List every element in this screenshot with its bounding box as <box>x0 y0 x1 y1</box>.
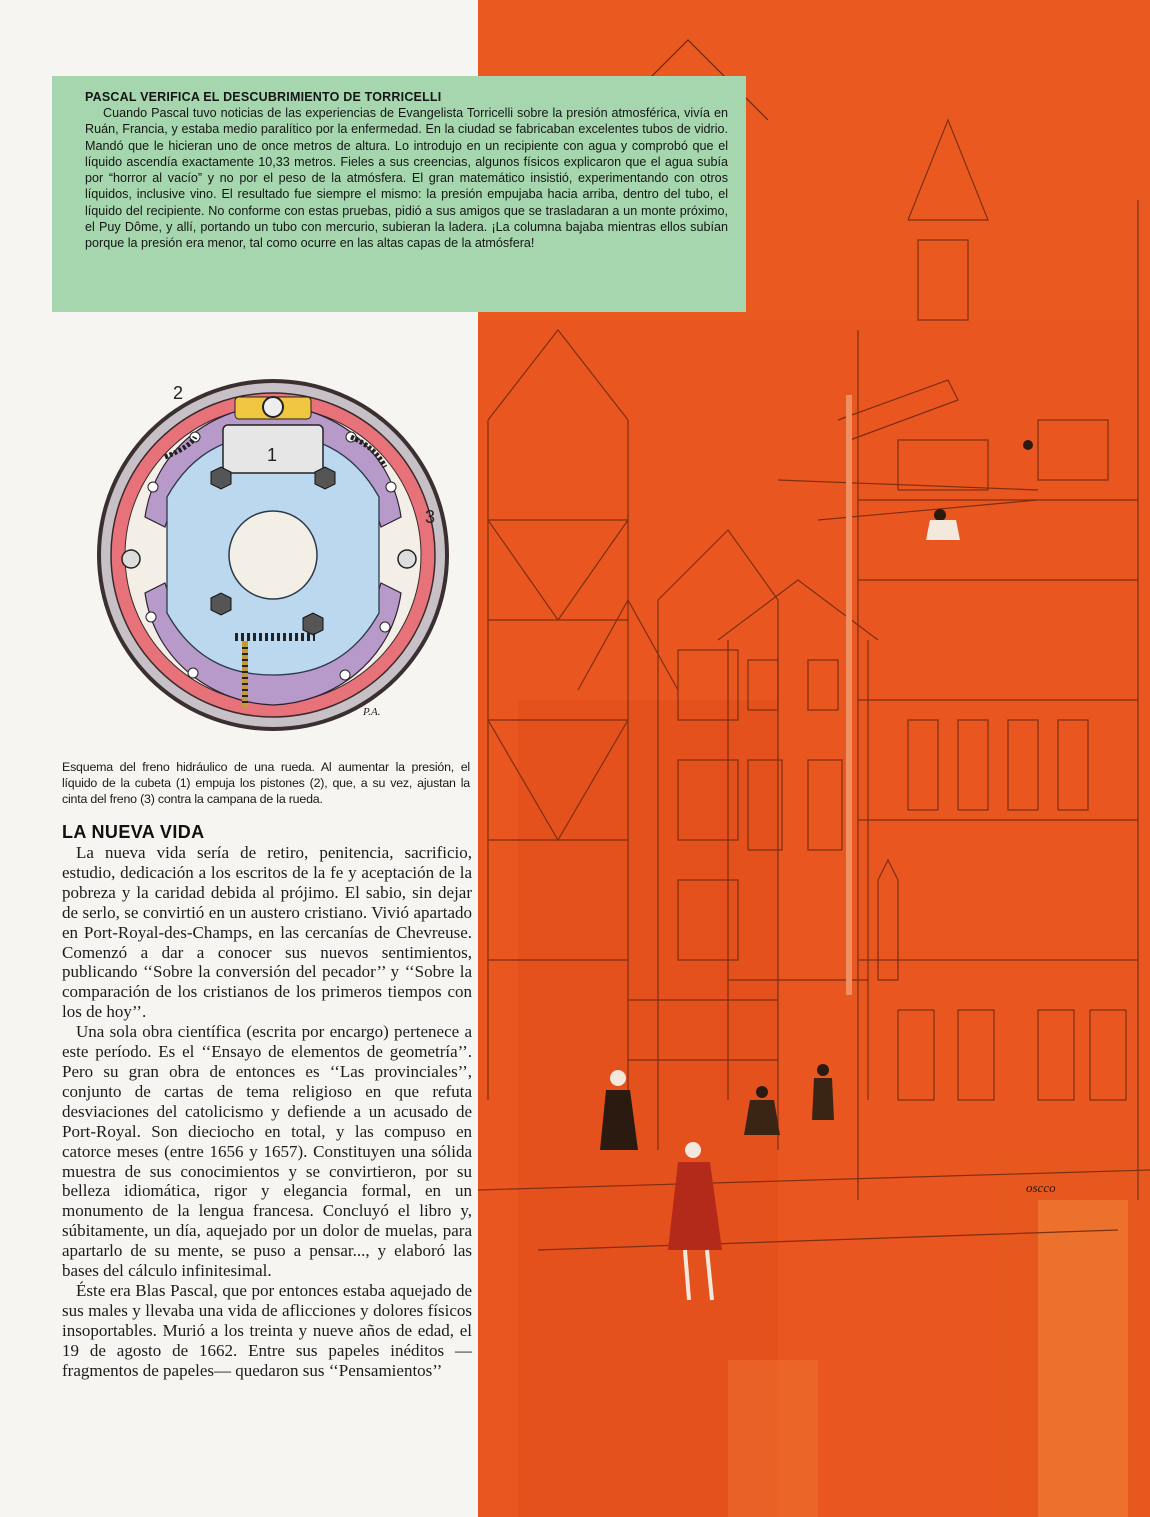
label-3: 3 <box>425 507 436 527</box>
infobox-title: PASCAL VERIFICA EL DESCUBRIMIENTO DE TORRICELLI <box>85 90 442 104</box>
section-heading: LA NUEVA VIDA <box>62 822 205 842</box>
body-paragraph: Una sola obra científica (escrita por encargo) pertenece a este período. Es el ‘‘Ensayo de elementos de geometría’’. Pero su gran obra de entonces es ‘‘Las provinciales’’, conjunto de cartas de tema religioso en que refuta desviaciones del catolicismo y defiende a un acusado de Port-Royal. Son dieciocho en total, y las compuso en catorce meses (entre 1656 y 1657). Constituyen una sólida muestra de sus conocimientos y se convirtieron, por su belleza idiomática, rigor y elegancia formal, en un monumento de la lengua francesa. Concluyó el libro y, súbitamente, un día, aquejado por un dolor de muelas, para apartarlo de su mente, se puso a pensar..., y elaboró las bases del cálculo infinitesimal. <box>62 1022 472 1281</box>
body-paragraph: Éste era Blas Pascal, que por entonces estaba aquejado de sus males y llevaba una vida de aflicciones y dolores físicos insoportables. Murió a los treinta y nueve años de edad, el 19 de agosto de 1662. Entre sus papeles inéditos —fragmentos de papeles— quedaron sus ‘‘Pensamientos’’ <box>62 1280 472 1380</box>
diagram-signature: P.A. <box>363 706 381 718</box>
infobox-text: Cuando Pascal tuvo noticias de las experiencias de Evangelista Torricelli sobre la presión atmosférica, vivía en Ruán, Francia, y estaba medio paralítico por la enfermedad. En la ciudad se fabricaban excelentes tubos de vidrio. Mandó que le hicieran uno de once metros de altura. Lo introdujo en un recipiente con agua y comprobó que el líquido ascendía exactamente 10,33 metros. Fieles a sus creencias, algunos físicos explicaron que el agua subía por “horror al vacío” y no por el peso de la atmósfera. El gran matemático insistió, experimentando con otros líquidos, inclusive vino. El resultado fue siempre el mismo: la presión empujaba hacia arriba, dentro del tubo, el líquido del recipiente. No conforme con estas pruebas, pidió a sus amigos que se trasladaran a un monte próximo, el Puy Dôme, y allí, portando un tubo con mercurio, subieran la ladera. ¡La columna bajaba mientras ellos subían porque la presión era menor, tal como ocurre en las altas capas de la atmósfera! <box>85 106 728 251</box>
diagram-caption: Esquema del freno hidráulico de una rueda. Al aumentar la presión, el líquido de la cubeta (1) empuja los pistones (2), que, a su vez, ajustan la cinta del freno (3) contra la campana de la rueda. <box>62 760 470 806</box>
label-1: 1 <box>267 445 278 465</box>
illustration-signature: oscco <box>1026 1180 1056 1195</box>
infobox <box>52 76 746 312</box>
brake-diagram <box>95 377 451 733</box>
label-2: 2 <box>173 383 184 403</box>
body-paragraph: La nueva vida sería de retiro, penitencia, sacrificio, estudio, dedicación a los escritos de la fe y aceptación de la pobreza y la caridad debida al prójimo. El sabio, sin dejar de serlo, se convirtió en un austero cristiano. Vivió apartado en Port-Royal-des-Champs, en las cercanías de Chevreuse. Comenzó a dar a conocer sus nuevos sentimientos, publicando ‘‘Sobre la conversión del pecador’’ y ‘‘Sobre la comparación de los cristianos de los primeros tiempos con los de hoy’’. <box>62 843 472 1022</box>
section-body <box>62 843 472 1380</box>
